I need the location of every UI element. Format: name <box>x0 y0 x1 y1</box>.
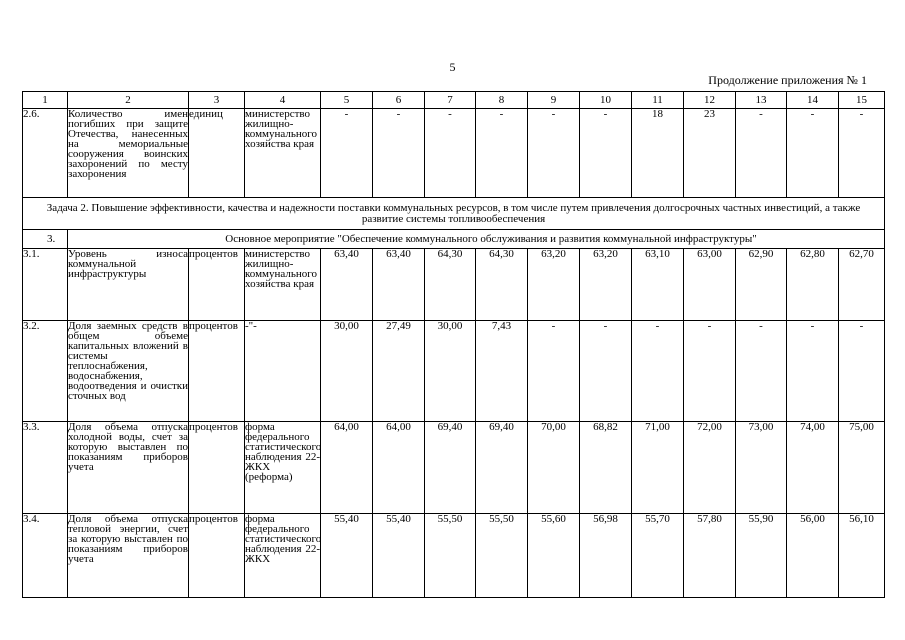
table-row <box>23 109 885 198</box>
header-cell: 3 <box>189 92 245 109</box>
header-cell: 6 <box>373 92 425 109</box>
value-cell: 63,10 <box>632 249 684 321</box>
value-cell: 71,00 <box>632 422 684 514</box>
value-cell: 75,00 <box>839 422 885 514</box>
value-cell: 55,40 <box>321 514 373 598</box>
value-cell: 64,30 <box>425 249 476 321</box>
measure-title: Основное мероприятие "Обеспечение коммунального обслуживания и развития коммунальной инфраструктуры" <box>68 230 885 249</box>
header-cell: 13 <box>736 92 787 109</box>
indicator-name: Количество имен погибших при защите Отечества, нанесенных на мемориальные сооружения воинских захоронений по месту захоронения <box>68 109 189 198</box>
task-row <box>23 198 885 230</box>
value-cell: 73,00 <box>736 422 787 514</box>
header-cell: 10 <box>580 92 632 109</box>
measure-row <box>23 230 885 249</box>
row-number: 3.1. <box>23 249 68 321</box>
value-cell: 55,90 <box>736 514 787 598</box>
header-cell: 14 <box>787 92 839 109</box>
table-row <box>23 422 885 514</box>
table-row <box>23 249 885 321</box>
header-cell: 9 <box>528 92 580 109</box>
value-cell: - <box>373 109 425 198</box>
header-cell: 8 <box>476 92 528 109</box>
value-cell: 69,40 <box>476 422 528 514</box>
indicator-name: Уровень износа коммунальной инфраструктуры <box>68 249 189 321</box>
value-cell: 69,40 <box>425 422 476 514</box>
value-cell: 55,60 <box>528 514 580 598</box>
value-cell: 63,40 <box>373 249 425 321</box>
value-cell: 23 <box>684 109 736 198</box>
value-cell: - <box>580 321 632 422</box>
value-cell: - <box>580 109 632 198</box>
unit-cell: единиц <box>189 109 245 198</box>
value-cell: - <box>528 109 580 198</box>
value-cell: 62,70 <box>839 249 885 321</box>
value-cell: 55,40 <box>373 514 425 598</box>
unit-cell: процентов <box>189 249 245 321</box>
value-cell: 55,50 <box>476 514 528 598</box>
value-cell: - <box>839 109 885 198</box>
value-cell: 56,98 <box>580 514 632 598</box>
value-cell: - <box>787 109 839 198</box>
value-cell: 68,82 <box>580 422 632 514</box>
value-cell: 55,70 <box>632 514 684 598</box>
page-number: 5 <box>449 60 456 74</box>
responsible-cell: министерство жилищно-коммунального хозяйства края <box>245 109 321 198</box>
row-number: 3.2. <box>23 321 68 422</box>
value-cell: 62,90 <box>736 249 787 321</box>
value-cell: - <box>736 321 787 422</box>
row-number: 3.4. <box>23 514 68 598</box>
header-cell: 12 <box>684 92 736 109</box>
row-number: 3.3. <box>23 422 68 514</box>
value-cell: 63,20 <box>580 249 632 321</box>
value-cell: 56,00 <box>787 514 839 598</box>
value-cell: 27,49 <box>373 321 425 422</box>
value-cell: 63,40 <box>321 249 373 321</box>
value-cell: 63,00 <box>684 249 736 321</box>
indicator-name: Доля объема отпуска холодной воды, счет за которую выставлен по показаниям приборов учета <box>68 422 189 514</box>
value-cell: 55,50 <box>425 514 476 598</box>
value-cell: - <box>839 321 885 422</box>
appendix-continuation-label: Продолжение приложения № 1 <box>708 73 867 87</box>
header-cell: 7 <box>425 92 476 109</box>
value-cell: 30,00 <box>321 321 373 422</box>
indicator-name: Доля объема отпуска тепловой энергии, счет за которую выставлен по показаниям приборов учета <box>68 514 189 598</box>
table-row <box>23 321 885 422</box>
value-cell: 62,80 <box>787 249 839 321</box>
value-cell: 64,30 <box>476 249 528 321</box>
responsible-cell: форма федерального статистического наблюдения 22-ЖКХ (реформа) <box>245 422 321 514</box>
task-2-heading: Задача 2. Повышение эффективности, качества и надежности поставки коммунальных ресурсов, в том числе путем привлечения долгосрочных частных инвестиций, а также развитие системы топливообеспечения <box>23 198 885 230</box>
header-cell: 1 <box>23 92 68 109</box>
value-cell: - <box>528 321 580 422</box>
indicators-table <box>22 91 885 598</box>
unit-cell: процентов <box>189 321 245 422</box>
value-cell: 57,80 <box>684 514 736 598</box>
header-cell: 15 <box>839 92 885 109</box>
header-cell: 5 <box>321 92 373 109</box>
value-cell: 74,00 <box>787 422 839 514</box>
unit-cell: процентов <box>189 514 245 598</box>
responsible-cell: -"- <box>245 321 321 422</box>
value-cell: - <box>684 321 736 422</box>
value-cell: 64,00 <box>373 422 425 514</box>
measure-number: 3. <box>23 230 68 249</box>
value-cell: - <box>425 109 476 198</box>
value-cell: - <box>736 109 787 198</box>
value-cell: 56,10 <box>839 514 885 598</box>
value-cell: 63,20 <box>528 249 580 321</box>
indicator-name: Доля заемных средств в общем объеме капитальных вложений в системы теплоснабжения, водоснабжения, водоотведения и очистки сточных вод <box>68 321 189 422</box>
value-cell: - <box>476 109 528 198</box>
column-number-row <box>23 92 885 109</box>
table-row <box>23 514 885 598</box>
value-cell: 7,43 <box>476 321 528 422</box>
value-cell: 30,00 <box>425 321 476 422</box>
row-number: 2.6. <box>23 109 68 198</box>
responsible-cell: министерство жилищно-коммунального хозяйства края <box>245 249 321 321</box>
responsible-cell: форма федерального статистического наблюдения 22-ЖКХ <box>245 514 321 598</box>
header-cell: 11 <box>632 92 684 109</box>
value-cell: 70,00 <box>528 422 580 514</box>
value-cell: 18 <box>632 109 684 198</box>
value-cell: - <box>321 109 373 198</box>
header-cell: 4 <box>245 92 321 109</box>
header-cell: 2 <box>68 92 189 109</box>
unit-cell: процентов <box>189 422 245 514</box>
value-cell: - <box>632 321 684 422</box>
value-cell: 64,00 <box>321 422 373 514</box>
value-cell: 72,00 <box>684 422 736 514</box>
value-cell: - <box>787 321 839 422</box>
